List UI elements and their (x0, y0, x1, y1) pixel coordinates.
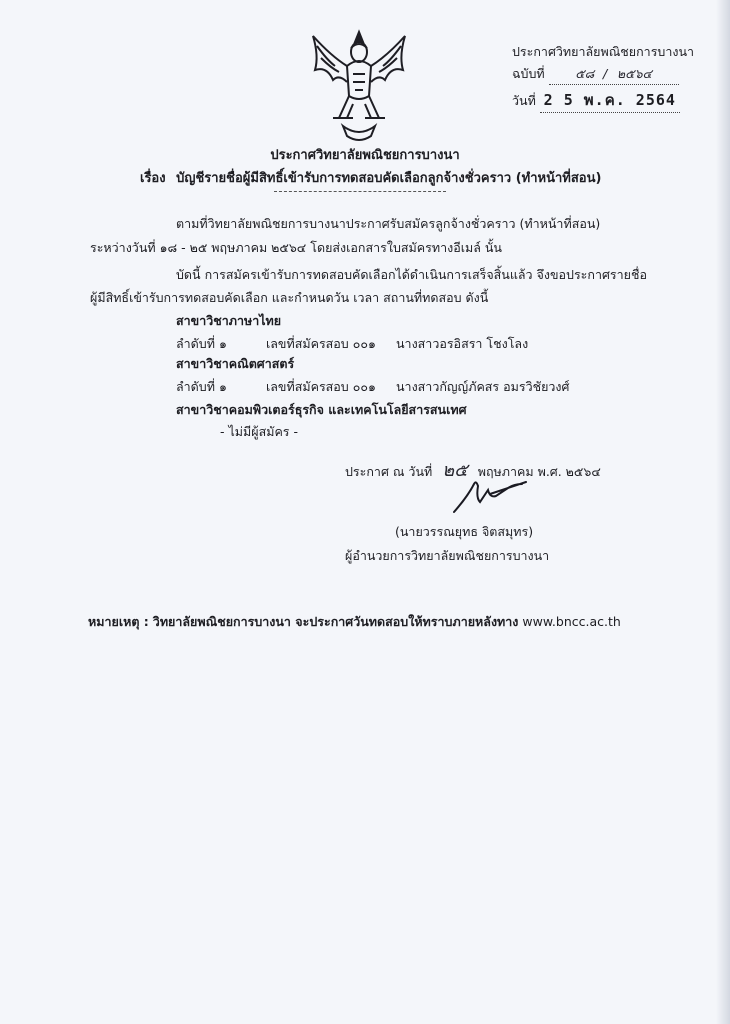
announce-prefix: ประกาศ ณ วันที่ (345, 464, 433, 479)
title-divider (274, 191, 446, 192)
section-math-heading: สาขาวิชาคณิตศาสตร์ (176, 356, 295, 371)
ref-number-row (512, 64, 679, 85)
signature-icon (450, 476, 530, 516)
ref-org: ประกาศวิทยาลัยพณิชยการบางนา (512, 44, 695, 59)
para1-line2: ระหว่างวันที่ ๑๘ - ๒๕ พฤษภาคม ๒๕๖๔ โดยส่งเอกสารใบสมัครทางอีเมล์ นั้น (90, 240, 502, 255)
ref-date-label: วันที่ (512, 93, 536, 108)
section-thai-order: ลำดับที่ ๑ (176, 336, 227, 351)
section-thai-appno: เลขที่สมัครสอบ ๐๐๑ (266, 336, 376, 351)
para1-line1: ตามที่วิทยาลัยพณิชยการบางนาประกาศรับสมัครลูกจ้างชั่วคราว (ทำหน้าที่สอน) (176, 216, 601, 231)
doc-title: ประกาศวิทยาลัยพณิชยการบางนา (270, 148, 460, 163)
ref-date-row (512, 88, 680, 113)
para2-line1: บัดนี้ การสมัครเข้ารับการทดสอบคัดเลือกได้ดำเนินการเสร็จสิ้นแล้ว จึงขอประกาศรายชื่อ (176, 267, 647, 282)
section-math-appno: เลขที่สมัครสอบ ๐๐๑ (266, 379, 376, 394)
subject-label: เรื่อง (140, 171, 166, 186)
section-thai-person: นางสาวอรอิสรา โชงโลง (396, 336, 529, 351)
subject-text: บัญชีรายชื่อผู้มีสิทธิ์เข้ารับการทดสอบคัดเลือกลูกจ้างชั่วคราว (ทำหน้าที่สอน) (176, 171, 602, 186)
footnote-label: หมายเหตุ : (88, 614, 149, 629)
announce-day: ๒๕ (442, 460, 468, 481)
ref-number-label: ฉบับที่ (512, 66, 545, 81)
section-math-person: นางสาวกัญญ์ภัคสร อมรวิชัยวงศ์ (396, 379, 570, 394)
ref-number-value: ๕๘ / ๒๕๖๔ (549, 64, 679, 85)
doc-subject (140, 167, 601, 188)
ref-date-stamp: 2 5 พ.ค. 2564 (540, 88, 680, 113)
footnote-url[interactable]: www.bncc.ac.th (522, 614, 621, 629)
signer-position: ผู้อำนวยการวิทยาลัยพณิชยการบางนา (345, 548, 550, 563)
footnote (88, 612, 621, 632)
footnote-text: วิทยาลัยพณิชยการบางนา จะประกาศวันทดสอบให้ทราบภายหลังทาง (152, 614, 519, 629)
section-math-order: ลำดับที่ ๑ (176, 379, 227, 394)
para2-line2: ผู้มีสิทธิ์เข้ารับการทดสอบคัดเลือก และกำหนดวัน เวลา สถานที่ทดสอบ ดังนี้ (90, 290, 489, 305)
section-computer-heading: สาขาวิชาคอมพิวเตอร์ธุรกิจ และเทคโนโลยีสารสนเทศ (176, 402, 467, 417)
announce-suffix: พฤษภาคม พ.ศ. ๒๕๖๔ (477, 464, 601, 479)
signer-name: (นายวรรณยุทธ จิตสมุทร) (395, 524, 534, 539)
garuda-emblem-icon (303, 26, 415, 146)
section-computer-none: - ไม่มีผู้สมัคร - (220, 424, 299, 439)
section-thai-heading: สาขาวิชาภาษาไทย (176, 313, 282, 328)
